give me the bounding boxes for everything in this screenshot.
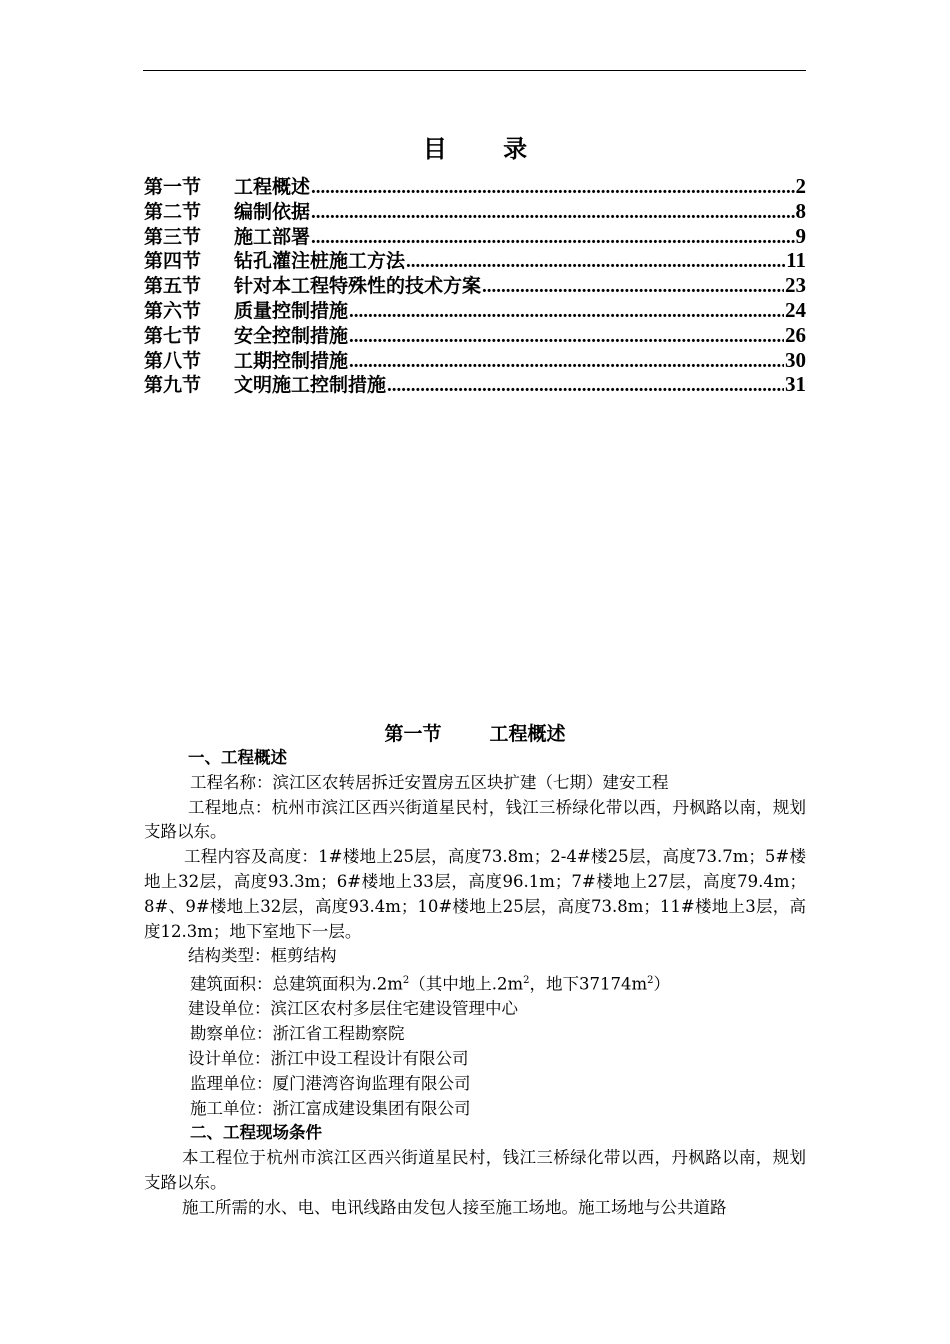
toc-entry-title: 安全控制措施 [234, 324, 349, 347]
building-area-close: ） [653, 974, 671, 994]
toc-entry-number: 第六节 [144, 299, 202, 322]
developer: 建设单位：滨江区农村多层住宅建设管理中心 [188, 999, 518, 1019]
project-content-height: 工程内容及高度：1#楼地上25层，高度73.8m；2-4#楼25层，高度73.7m；5#楼地上32层，高度93.3m；6#楼地上33层，高度96.1m；7#楼地上27层，高度79.4m；8#、9#楼地上32层，高度93.4m；10#楼地上25层，高度73.8m；11#楼地上3层，高度12.3m；地下室地下一层。 [144, 847, 806, 941]
toc-entry-title: 工期控制措施 [234, 349, 349, 372]
table-of-contents [144, 174, 806, 397]
toc-entry-page: 30 [785, 347, 806, 372]
toc-entry-number: 第七节 [144, 324, 202, 347]
section-title [0, 720, 950, 748]
toc-entry[interactable] [144, 298, 806, 323]
section-heading: 工程概述 [489, 723, 566, 745]
project-location: 工程地点：杭州市滨江区西兴街道星民村，钱江三桥绿化带以西，丹枫路以南，规划支路以东。 [144, 797, 806, 842]
unit-superscript: 2 [402, 975, 410, 987]
toc-entry-page: 11 [786, 248, 806, 273]
toc-entry-page: 8 [795, 198, 806, 223]
building-area-above: （其中地上.2m [409, 974, 524, 994]
toc-leader-dots [482, 274, 784, 300]
toc-entry[interactable] [144, 224, 806, 249]
toc-entry[interactable] [144, 248, 806, 273]
section-body [144, 746, 806, 1221]
designer: 设计单位：浙江中设工程设计有限公司 [188, 1049, 469, 1069]
contractor: 施工单位：浙江富成建设集团有限公司 [190, 1098, 471, 1118]
project-name: 工程名称：滨江区农转居拆迁安置房五区块扩建（七期）建安工程 [190, 772, 669, 792]
toc-entry-number: 第三节 [144, 225, 202, 248]
subheading-site-conditions: 二、工程现场条件 [190, 1123, 322, 1143]
unit-superscript: 2 [523, 975, 530, 987]
toc-entry-title: 文明施工控制措施 [234, 374, 387, 397]
toc-entry-title: 施工部署 [234, 225, 311, 248]
surveyor: 勘察单位：浙江省工程勘察院 [190, 1024, 405, 1044]
toc-entry-page: 23 [785, 273, 806, 298]
toc-entry-number: 第九节 [144, 374, 202, 397]
toc-entry-number: 第四节 [144, 250, 202, 273]
toc-entry-title: 钻孔灌注桩施工方法 [234, 250, 406, 273]
structure-type: 结构类型：框剪结构 [188, 946, 337, 966]
toc-entry[interactable] [144, 174, 806, 199]
toc-leader-dots [311, 225, 794, 251]
building-area-below: ，地下37174m [529, 974, 648, 994]
toc-leader-dots [349, 299, 784, 325]
toc-entry[interactable] [144, 348, 806, 373]
toc-entry-title: 质量控制措施 [234, 299, 349, 322]
toc-entry[interactable] [144, 199, 806, 224]
building-area-total: 建筑面积：总建筑面积为.2m [190, 974, 403, 994]
site-location: 本工程位于杭州市滨江区西兴街道星民村，钱江三桥绿化带以西，丹枫路以南，规划支路以东。 [144, 1148, 806, 1193]
toc-leader-dots [349, 324, 784, 350]
toc-entry[interactable] [144, 372, 806, 397]
toc-leader-dots [311, 200, 794, 226]
toc-entry[interactable] [144, 273, 806, 298]
toc-entry-page: 9 [795, 223, 806, 248]
toc-entry[interactable] [144, 323, 806, 348]
toc-entry-number: 第一节 [144, 176, 202, 198]
section-number: 第一节 [384, 723, 442, 745]
toc-entry-page: 26 [785, 322, 806, 347]
toc-entry-number: 第八节 [144, 349, 202, 372]
building-area [144, 969, 806, 997]
toc-entry-number: 第二节 [144, 200, 202, 223]
subheading-overview: 一、工程概述 [188, 748, 287, 767]
unit-superscript: 2 [647, 975, 654, 987]
toc-leader-dots [311, 175, 794, 201]
toc-entry-page: 24 [785, 297, 806, 322]
toc-leader-dots [406, 249, 785, 275]
site-utilities: 施工所需的水、电、电讯线路由发包人接至施工场地。施工场地与公共道路 [182, 1197, 727, 1217]
toc-entry-number: 第五节 [144, 275, 202, 298]
toc-entry-page: 2 [795, 174, 806, 198]
toc-entry-title: 编制依据 [234, 200, 311, 223]
toc-entry-page: 31 [785, 372, 806, 397]
toc-entry-title: 工程概述 [234, 176, 311, 198]
supervisor: 监理单位：厦门港湾咨询监理有限公司 [190, 1073, 471, 1093]
header-rule [143, 70, 806, 71]
toc-title: 目 录 [422, 135, 552, 163]
toc-leader-dots [387, 373, 784, 399]
toc-entry-title: 针对本工程特殊性的技术方案 [234, 275, 482, 298]
toc-leader-dots [349, 349, 784, 375]
